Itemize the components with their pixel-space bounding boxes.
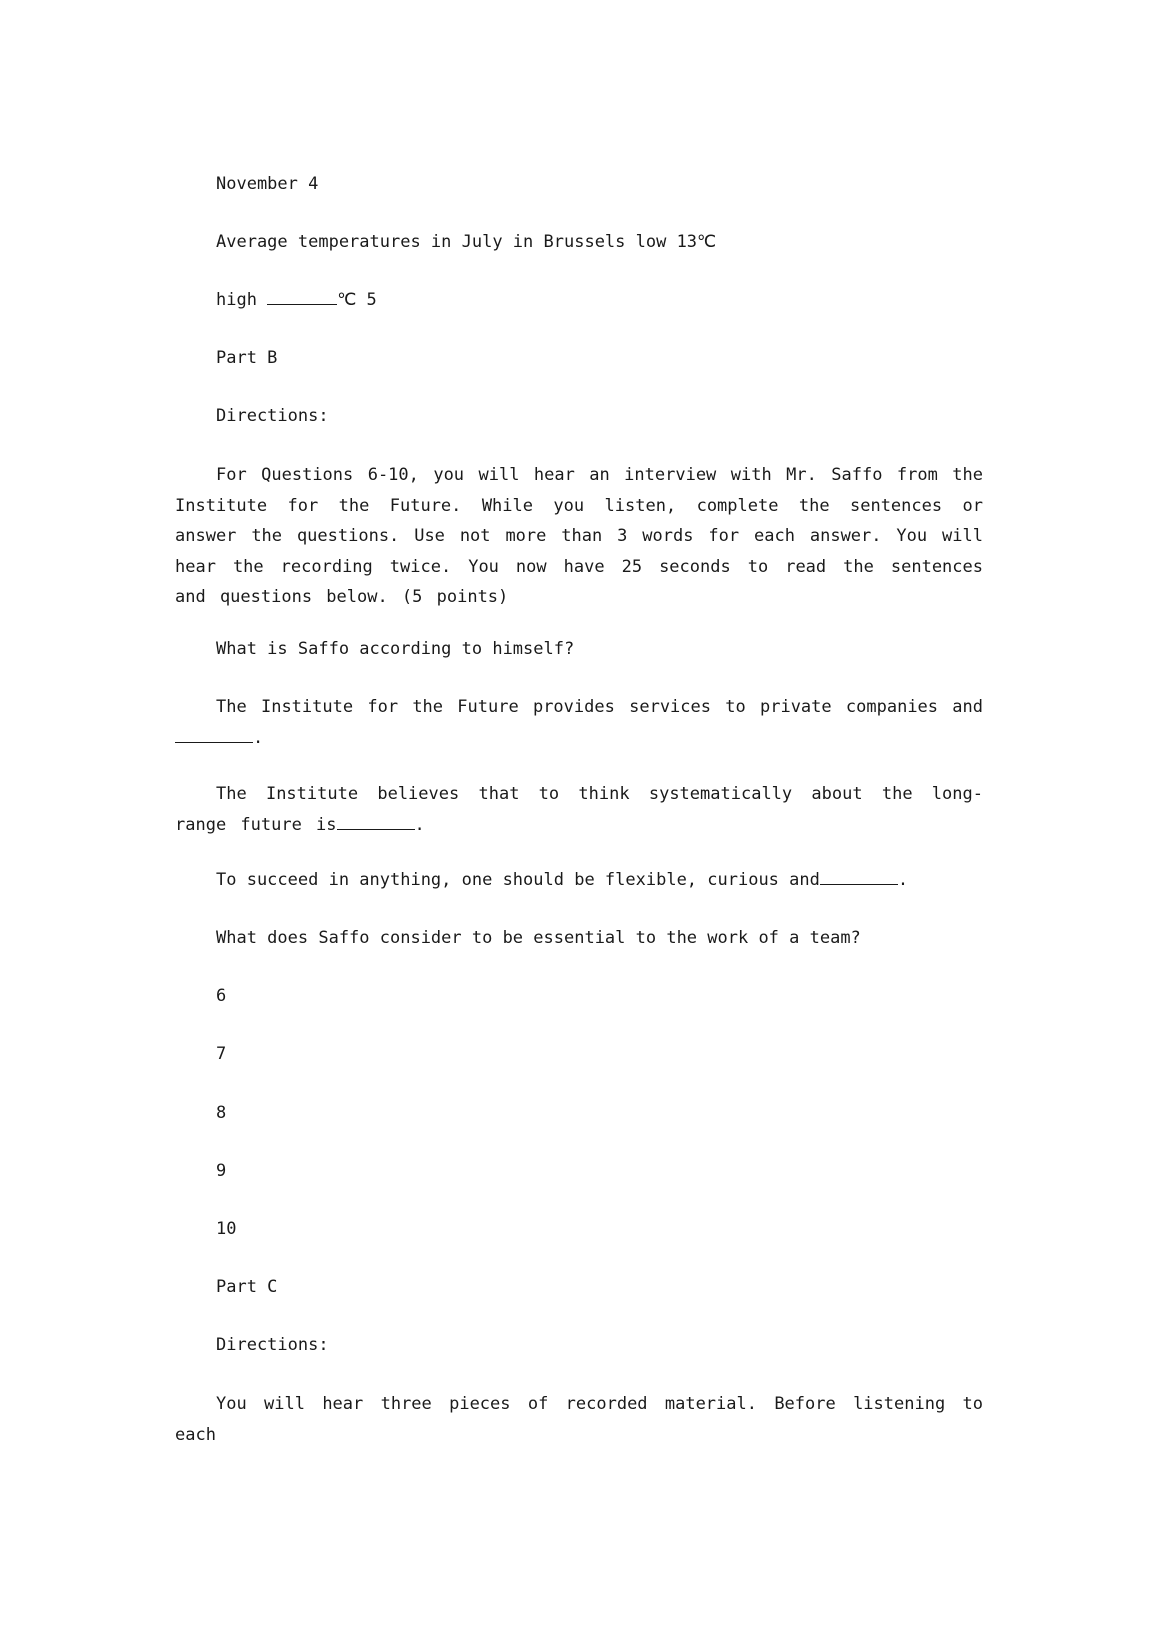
question-text: The Institute for the Future provides services to private companies and: [216, 697, 983, 717]
question-succeed: [216, 869, 908, 891]
question-institute-belief: [175, 779, 983, 840]
question-end: .: [897, 870, 909, 890]
answer-blank: [820, 883, 898, 885]
part-c-directions-text: You will hear three pieces of recorded material. Before listening to each: [175, 1394, 983, 1445]
part-c-directions-heading: Directions:: [216, 1335, 329, 1355]
part-b-directions-heading: Directions:: [216, 406, 329, 426]
date-line: November 4: [216, 174, 319, 194]
answer-number-8: 8: [216, 1103, 227, 1123]
question-end: .: [414, 814, 425, 835]
answer-number-10: 10: [216, 1219, 237, 1239]
part-b-directions-text: For Questions 6-10, you will hear an interview with Mr. Saffo from the Institute for the Future. While you listen, complete the sentences or answer the questions. Use not more than 3 words for each answer. You will hear the recording twice. You now have 25 seconds to read the sentences and questions below. (5 points): [175, 465, 983, 607]
high-suffix: ℃ 5: [337, 290, 377, 310]
answer-number-7: 7: [216, 1044, 227, 1064]
high-temperature-line: [216, 289, 377, 311]
part-c-heading: Part C: [216, 1277, 278, 1297]
question-institute-services: [175, 692, 983, 753]
answer-blank: [337, 828, 415, 830]
question-end: .: [253, 727, 264, 748]
answer-number-9: 9: [216, 1161, 227, 1181]
answer-blank: [175, 741, 253, 743]
high-prefix: high: [216, 290, 268, 310]
question-saffo-identity: What is Saffo according to himself?: [216, 639, 575, 659]
question-team-essential: What does Saffo consider to be essential to the work of a team?: [216, 928, 861, 948]
answer-number-6: 6: [216, 986, 227, 1006]
answer-blank: [267, 303, 337, 305]
question-text: To succeed in anything, one should be flexible, curious and: [216, 870, 820, 890]
part-b-heading: Part B: [216, 348, 278, 368]
avg-temperature-line: Average temperatures in July in Brussels low 13℃: [216, 232, 717, 252]
question-text: The Institute believes that to think systematically about the long-range future is: [175, 784, 983, 835]
